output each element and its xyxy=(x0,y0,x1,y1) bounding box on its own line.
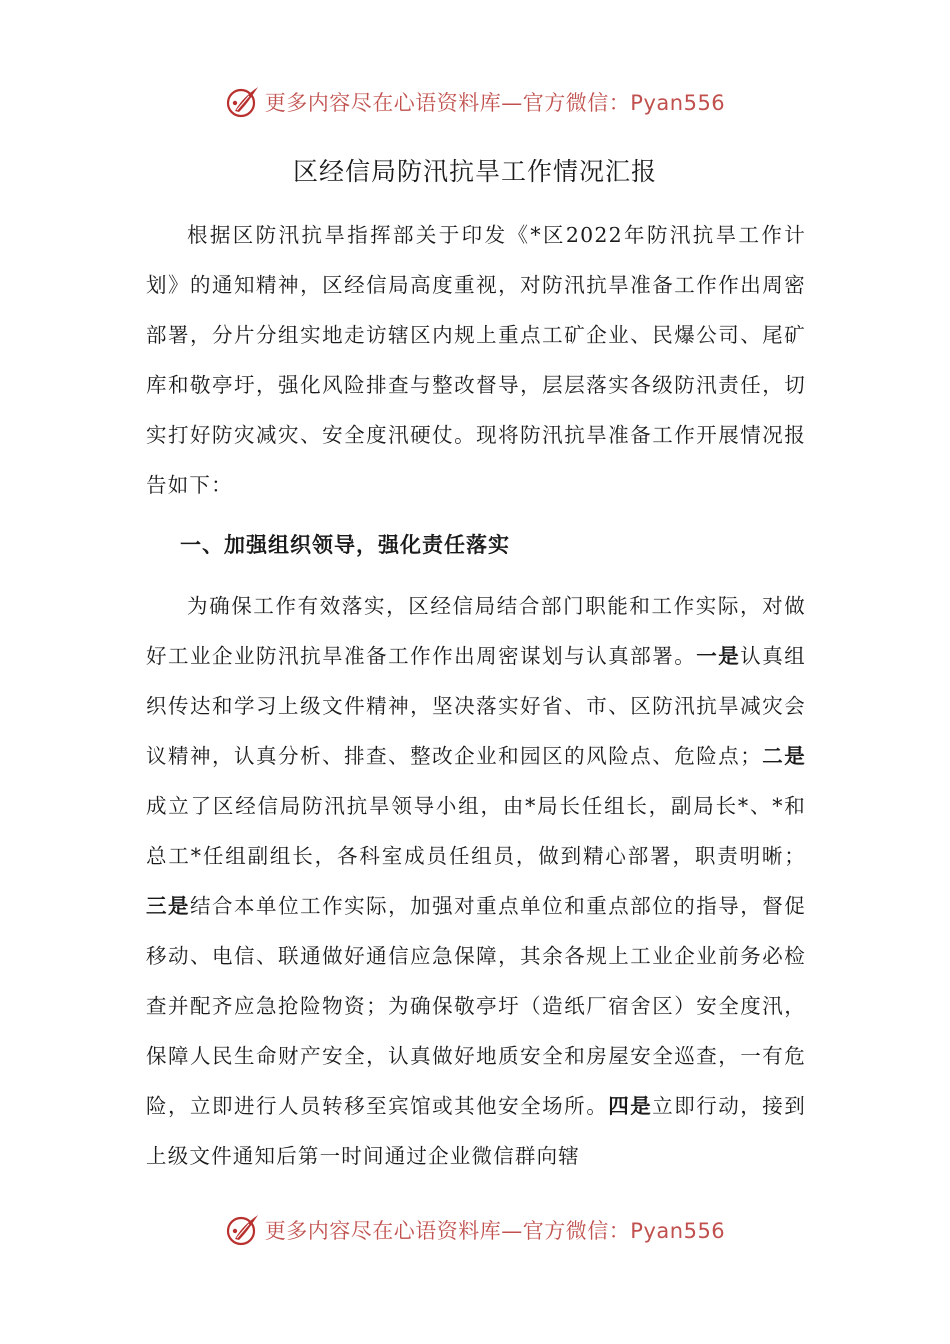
paragraph-text: 认真组织传达和学习上级文件精神，坚决落实好省、市、区防汛抗旱减灾会议精神，认真分析、排查、整改企业和园区的风险点、危险点； xyxy=(146,644,807,768)
enumeration-marker: 二是 xyxy=(761,744,806,768)
watermark-banner-top xyxy=(0,82,950,122)
enumeration-marker: 四是 xyxy=(608,1094,653,1118)
section-1-paragraph xyxy=(146,581,806,1181)
paragraph-text: 结合本单位工作实际，加强对重点单位和重点部位的指导，督促移动、电信、联通做好通信应急保障，其余各规上工业企业前务必检查并配齐应急抢险物资；为确保敬亭圩（造纸厂宿舍区）安全度汛，保障人民生命财产安全，认真做好地质安全和房屋安全巡查，一有危险，立即进行人员转移至宾馆或其他安全场所。 xyxy=(146,894,806,1118)
watermark-text: 更多内容尽在心语资料库—官方微信：Pyan556 xyxy=(264,1219,726,1243)
enumeration-marker: 一是 xyxy=(696,644,741,668)
paragraph-text: 为确保工作有效落实，区经信局结合部门职能和工作实际，对做好工业企业防汛抗旱准备工作作出周密谋划与认真部署。 xyxy=(146,594,806,668)
paragraph-text: 立即行动，接到上级文件通知后第一时间通过企业微信群向辖 xyxy=(146,1094,807,1168)
intro-paragraph: 根据区防汛抗旱指挥部关于印发《*区2022年防汛抗旱工作计划》的通知精神，区经信局高度重视，对防汛抗旱准备工作作出周密部署，分片分组实地走访辖区内规上重点工矿企业、民爆公司、尾矿库和敬亭圩，强化风险排查与整改督导，层层落实各级防汛责任，切实打好防灾减灾、安全度汛硬仗。现将防汛抗旱准备工作开展情况报告如下： xyxy=(146,223,806,497)
watermark-banner-bottom xyxy=(0,1210,950,1250)
document-body xyxy=(146,210,806,1181)
quill-pen-logo-icon xyxy=(225,1212,261,1248)
enumeration-marker: 三是 xyxy=(146,894,191,918)
section-heading-1: 一、加强组织领导，强化责任落实 xyxy=(180,533,510,557)
document-title: 区经信局防汛抗旱工作情况汇报 xyxy=(292,157,657,186)
watermark-text: 更多内容尽在心语资料库—官方微信：Pyan556 xyxy=(264,91,726,115)
quill-pen-logo-icon xyxy=(225,84,261,120)
paragraph-text: 成立了区经信局防汛抗旱领导小组，由*局长任组长，副局长*、*和总工*任组副组长，各科室成员任组员，做到精心部署，职责明晰； xyxy=(146,794,806,868)
